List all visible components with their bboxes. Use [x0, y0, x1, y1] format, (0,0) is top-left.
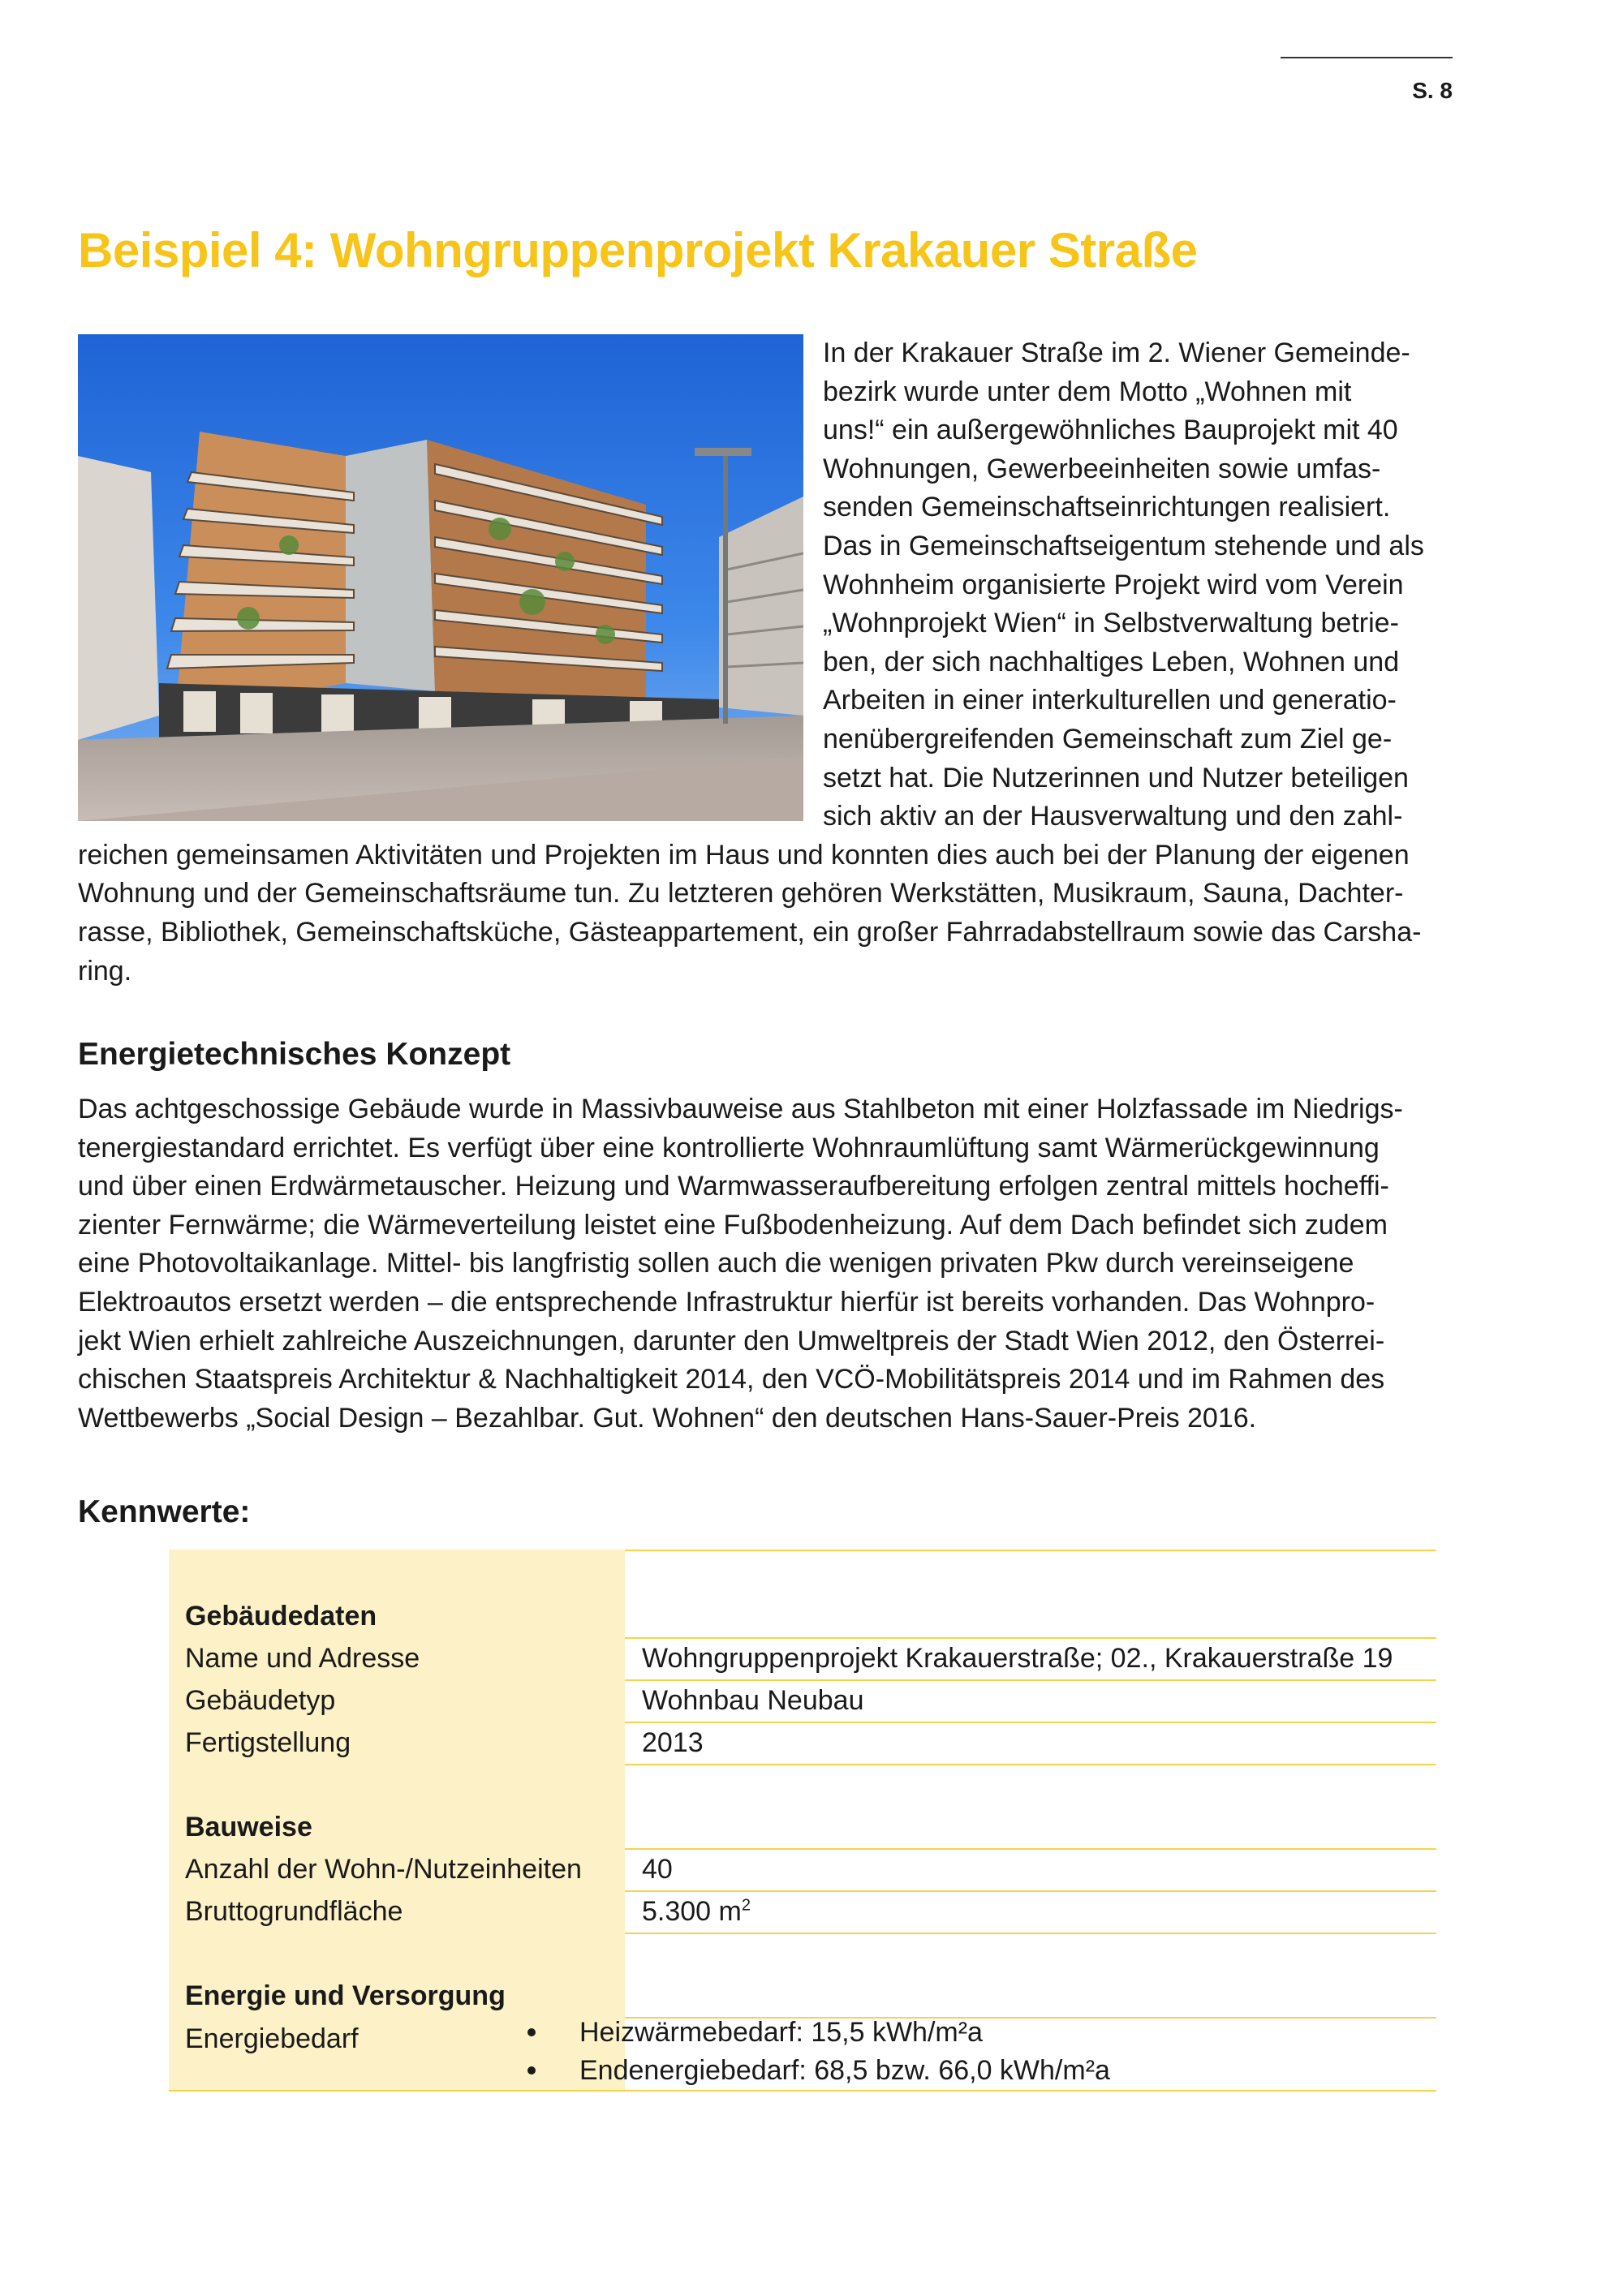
- row-value: 40: [642, 1854, 673, 1885]
- row-label: Energiebedarf: [185, 2023, 359, 2054]
- row-value: 2013: [642, 1727, 704, 1758]
- group-label: Bauweise: [185, 1812, 312, 1842]
- bullet-icon: [527, 2028, 536, 2036]
- row-value: Wohngruppenprojekt Krakauerstraße; 02., Krakauerstraße 19: [642, 1643, 1393, 1674]
- table-row-type: [169, 1681, 1436, 1723]
- table-row-area: [169, 1892, 1436, 1934]
- group-label: Energie und Versorgung: [185, 1980, 506, 2011]
- intro-line: reichen gemeinsamen Aktivitäten und Projekten im Haus und konnten dies auch bei der Planung der eigenen: [78, 839, 1410, 871]
- energy-line: Elektroautos ersetzt werden – die entsprechende Infrastruktur hierfür ist bereits vorhanden. Das Wohnpro-: [78, 1286, 1375, 1318]
- table-row-group-energie: [169, 1934, 1436, 2019]
- row-label: Gebäudetyp: [185, 1685, 336, 1716]
- energy-line: zienter Fernwärme; die Wärmeverteilung leistet eine Fußbodenheizung. Auf dem Dach befindet sich zudem: [78, 1209, 1388, 1240]
- list-item-text: Heizwärmebedarf: 15,5 kWh/m²a: [579, 2017, 983, 2048]
- intro-paragraph: [78, 334, 1457, 991]
- table-row-group-bauweise: [169, 1765, 1436, 1850]
- intro-line: ben, der sich nachhaltiges Leben, Wohnen und: [823, 646, 1400, 677]
- intro-line: bezirk wurde unter dem Motto „Wohnen mit: [823, 376, 1352, 407]
- row-label: Anzahl der Wohn-/Nutzeinheiten: [185, 1854, 582, 1885]
- energy-line: Wettbewerbs „Social Design – Bezahlbar. Gut. Wohnen“ den deutschen Hans-Sauer-Preis 2016.: [78, 1402, 1257, 1434]
- row-label: Fertigstellung: [185, 1727, 351, 1758]
- row-label: Bruttogrundfläche: [185, 1896, 403, 1927]
- energy-line: Das achtgeschossige Gebäude wurde in Massivbauweise aus Stahlbeton mit einer Holzfassade im Niedrigs-: [78, 1094, 1403, 1124]
- page-number: S. 8: [1412, 78, 1453, 103]
- list-item: [519, 2052, 1110, 2090]
- row-label: Name und Adresse: [185, 1643, 420, 1674]
- table-row-group-gebaeudedaten: [169, 1551, 1436, 1639]
- energy-demand-list: [519, 2014, 1110, 2090]
- intro-line: sich aktiv an der Hausverwaltung und den zahl-: [823, 801, 1403, 832]
- intro-line: Das in Gemeinschaftseigentum stehende und als: [823, 530, 1424, 561]
- intro-line: senden Gemeinschaftseinrichtungen realisiert.: [823, 492, 1391, 523]
- table-row-name: [169, 1639, 1436, 1681]
- energy-line: eine Photovoltaikanlage. Mittel- bis langfristig sollen auch die wenigen privaten Pkw durch vereinseigene: [78, 1248, 1354, 1279]
- area-value: 5.300 m: [642, 1896, 742, 1927]
- energy-heading: Energietechnisches Konzept: [78, 1037, 511, 1072]
- intro-line: nenübergreifenden Gemeinschaft zum Ziel ge-: [823, 723, 1393, 755]
- table-row-units: [169, 1850, 1436, 1892]
- row-value: [642, 1896, 751, 1928]
- intro-line: Wohnungen, Gewerbeeinheiten sowie umfas-: [823, 453, 1381, 484]
- table-row-completion: [169, 1723, 1436, 1765]
- intro-line: uns!“ ein außergewöhnliches Bauprojekt mit 40: [823, 415, 1398, 446]
- energy-line: tenergiestandard errichtet. Es verfügt über eine kontrollierte Wohnraumlüftung samt Wärmerückgewinnung: [78, 1132, 1380, 1163]
- intro-line: setzt hat. Die Nutzerinnen und Nutzer beteiligen: [823, 762, 1409, 793]
- page-title: Beispiel 4: Wohngruppenprojekt Krakauer Straße: [78, 223, 1198, 277]
- kennwerte-heading: Kennwerte:: [78, 1494, 251, 1529]
- intro-line: Wohnheim organisierte Projekt wird vom Verein: [823, 569, 1404, 600]
- intro-line: Arbeiten in einer interkulturellen und generatio-: [823, 685, 1397, 716]
- area-unit-exponent: 2: [741, 1896, 751, 1915]
- group-label: Gebäudedaten: [185, 1601, 377, 1632]
- energy-line: und über einen Erdwärmetauscher. Heizung und Warmwasseraufbereitung erfolgen zentral mittels hocheffi-: [78, 1171, 1389, 1202]
- intro-line: ring.: [78, 955, 132, 987]
- bullet-icon: [527, 2066, 536, 2075]
- intro-line: „Wohnprojekt Wien“ in Selbstverwaltung betrie-: [823, 608, 1399, 639]
- intro-line: Wohnung und der Gemeinschaftsräume tun. Zu letzteren gehören Werkstätten, Musikraum, Sauna, Dachter-: [78, 878, 1404, 909]
- energy-line: chischen Staatspreis Architektur & Nachhaltigkeit 2014, den VCÖ-Mobilitätspreis 2014 und im Rahmen des: [78, 1364, 1385, 1395]
- energy-line: jekt Wien erhielt zahlreiche Auszeichnungen, darunter den Umweltpreis der Stadt Wien 2012, den Österrei-: [78, 1325, 1385, 1357]
- energy-paragraph: [78, 1090, 1457, 1438]
- row-value: Wohnbau Neubau: [642, 1685, 864, 1716]
- list-item: [519, 2014, 1110, 2052]
- intro-line: rasse, Bibliothek, Gemeinschaftsküche, Gästeappartement, ein großer Fahrradabstellraum sowie das Carsha-: [78, 916, 1422, 948]
- photo-float-spacer: [78, 334, 823, 831]
- intro-line: In der Krakauer Straße im 2. Wiener Gemeinde-: [823, 338, 1410, 368]
- header-rule: [1281, 57, 1453, 58]
- list-item-text: Endenergiebedarf: 68,5 bzw. 66,0 kWh/m²a: [579, 2055, 1110, 2086]
